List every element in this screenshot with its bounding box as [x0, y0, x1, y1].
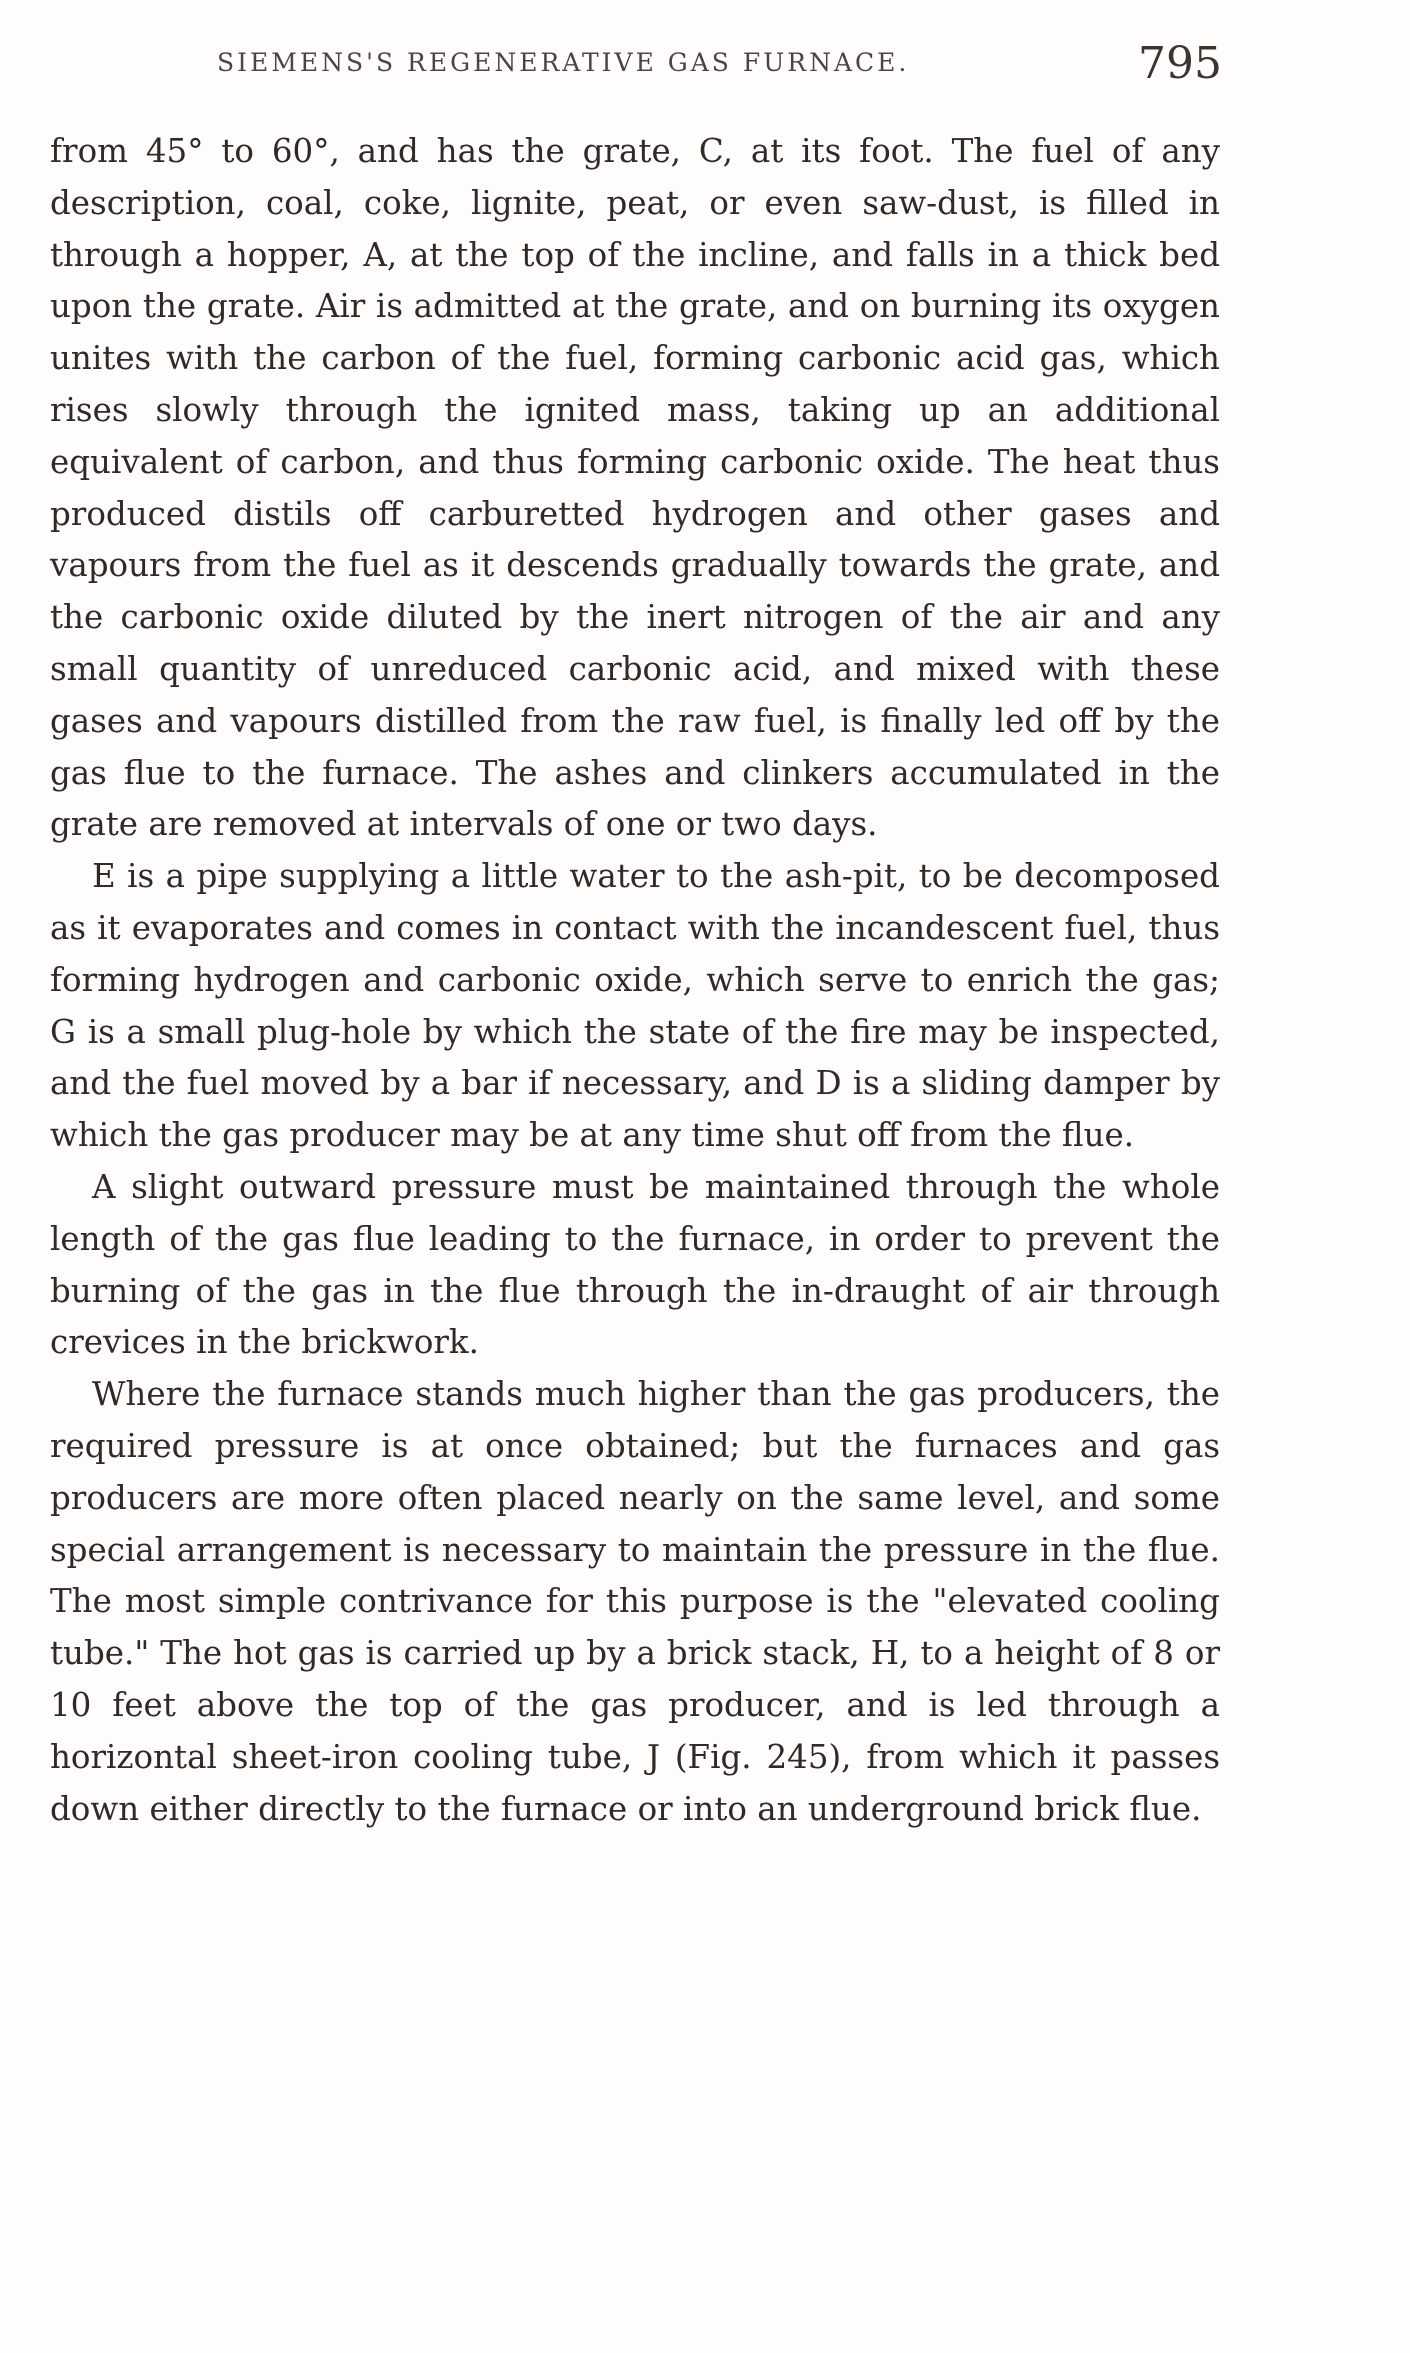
body-text [50, 126, 1220, 1835]
running-head: SIEMENS'S REGENERATIVE GAS FURNACE. [217, 48, 910, 77]
paragraph-1: from 45° to 60°, and has the grate, C, at its foot. The fuel of any description, coal, coke, lignite, peat, or even saw-dust, is filled in through a hopper, A, at the top of the incline, and falls in a thick bed upon the grate. Air is admitted at the grate, and on burning its oxygen unites with the carbon of the fuel, forming carbonic acid gas, which rises slowly through the ignited mass, taking up an additional equivalent of carbon, and thus forming carbonic oxide. The heat thus produced distils off carburetted hydrogen and other gases and vapours from the fuel as it descends gradually towards the grate, and the carbonic oxide diluted by the inert nitrogen of the air and any small quantity of unreduced carbonic acid, and mixed with these gases and vapours distilled from the raw fuel, is finally led off by the gas flue to the furnace. The ashes and clinkers accumulated in the grate are removed at intervals of one or two days. [50, 132, 1220, 844]
paragraph-4: Where the furnace stands much higher than the gas producers, the required pressure is at once obtained; but the furnaces and gas producers are more often placed nearly on the same level, and some special arrangement is necessary to maintain the pressure in the flue. The most simple contrivance for this purpose is the "elevated cooling tube." The hot gas is carried up by a brick stack, H, to a height of 8 or 10 feet above the top of the gas producer, and is led through a horizontal sheet-iron cooling tube, J (Fig. 245), from which it passes down either directly to the furnace or into an underground brick flue. [50, 1375, 1220, 1828]
page-header [52, 38, 1222, 98]
paragraph-2: E is a pipe supplying a little water to the ash-pit, to be decomposed as it evaporates and comes in contact with the incandescent fuel, thus forming hydrogen and carbonic oxide, which serve to enrich the gas; G is a small plug-hole by which the state of the fire may be inspected, and the fuel moved by a bar if necessary, and D is a sliding damper by which the gas producer may be at any time shut off from the flue. [50, 857, 1220, 1155]
page-number: 795 [1138, 38, 1222, 89]
paragraph-3: A slight outward pressure must be maintained through the whole length of the gas flue leading to the furnace, in order to prevent the burning of the gas in the flue through the in-draught of air through crevices in the brickwork. [50, 1167, 1220, 1362]
